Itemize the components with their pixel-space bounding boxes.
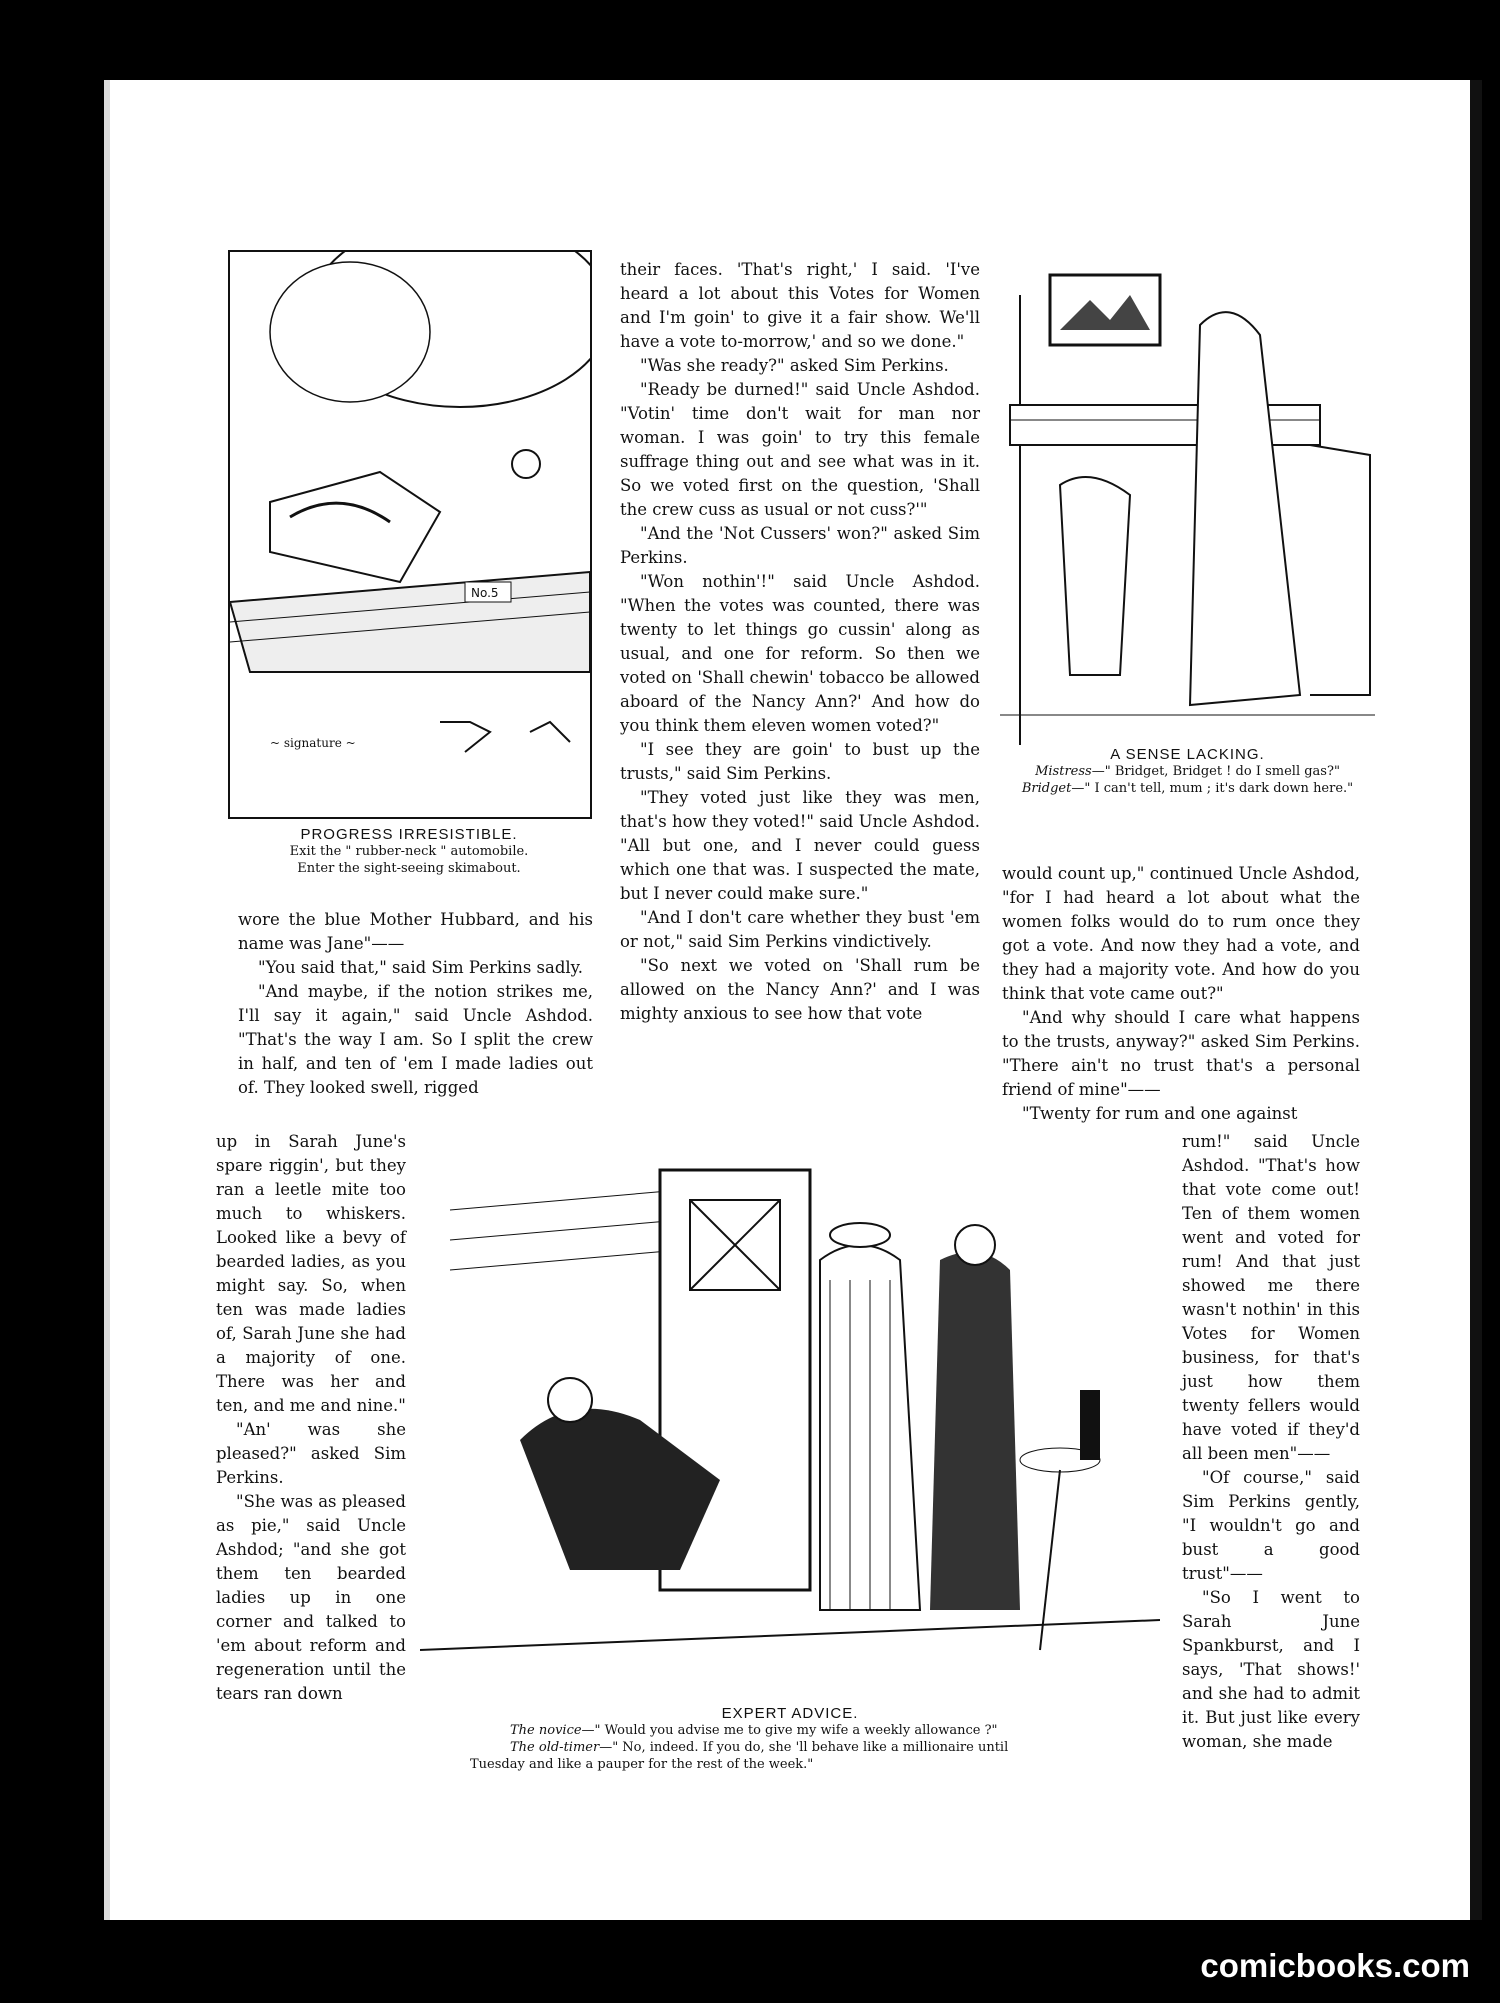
left-para-1: wore the blue Mother Hubbard, and his name was Jane"—— (238, 910, 593, 953)
signature: ~ signature ~ (270, 736, 356, 750)
middle-para-4: "And the 'Not Cussers' won?" asked Sim Perkins. (620, 524, 980, 567)
right-narrow-para-1: rum!" said Uncle Ashdod. "That's how that vote come out! Ten of them women went and voted for rum! And that just showed me there wasn't nothin' in this Votes for Women business, for that's just how them twenty fellers would have voted if they'd all been men"—— (1182, 1132, 1360, 1463)
middle-para-3: "Ready be durned!" said Uncle Ashdod. "Votin' time don't wait for man nor woman. I was goin' to try this female suffrage thing out and see what was in it. So we voted first on the question, 'Shall the crew cuss as usual or not cuss?'" (620, 380, 980, 519)
sense-caption (1000, 746, 1375, 797)
right-para-2: "And why should I care what happens to the trusts, anyway?" asked Sim Perkins. "There ain't no trust that's a personal friend of mine"—— (1002, 1008, 1360, 1099)
middle-para-9: "So next we voted on 'Shall rum be allowed on the Nancy Ann?' and I was mighty anxious to see how that vote (620, 956, 980, 1023)
middle-para-8: "And I don't care whether they bust 'em or not," said Sim Perkins vindictively. (620, 908, 980, 951)
sense-line2: —" I can't tell, mum ; it's dark down here." (1071, 781, 1354, 796)
left-para-3: "And maybe, if the notion strikes me, I'll say it again," said Uncle Ashdod. "That's the way I am. So I split the crew in half, and ten of 'em I made ladies out of. They looked swell, rigged (238, 982, 593, 1097)
progress-illustration (228, 250, 592, 819)
middle-column (620, 258, 980, 1026)
expert-line1: —" Would you advise me to give my wife a weekly allowance ?" (581, 1723, 998, 1738)
left-narrow-column (216, 1130, 406, 1706)
progress-caption-line2: Enter the sight-seeing skimabout. (297, 861, 521, 876)
left-narrow-para-3: "She was as pleased as pie," said Uncle Ashdod; "and she got them ten bearded ladies up in one corner and talked to 'em about reform and regeneration until the tears ran down (216, 1492, 406, 1703)
middle-para-7: "They voted just like they was men, that's how they voted!" said Uncle Ashdod. "All but one, and I never could guess which one that was. I suspected the mate, but I never could make sure." (620, 788, 980, 903)
sense-speaker2: Bridget (1021, 781, 1072, 796)
middle-para-1: their faces. 'That's right,' I said. 'I've heard a lot about this Votes for Women and I'm goin' to give it a fair show. We'll have a vote to-morrow,' and so we done." (620, 260, 980, 351)
sense-speaker1: Mistress (1035, 764, 1092, 779)
progress-caption (228, 826, 590, 877)
right-para-3: "Twenty for rum and one against (1022, 1104, 1298, 1123)
right-narrow-para-3: "So I went to Sarah June Spankburst, and I says, 'That shows!' and she had to admit it. But just like every woman, she made (1182, 1588, 1360, 1751)
right-narrow-para-2: "Of course," said Sim Perkins gently, "I wouldn't go and bust a good trust"—— (1182, 1468, 1360, 1583)
page-binding-edge (1470, 80, 1482, 1920)
expert-caption (470, 1705, 1110, 1773)
right-column (1002, 862, 1360, 1126)
middle-para-2: "Was she ready?" asked Sim Perkins. (640, 356, 949, 375)
progress-caption-title: PROGRESS IRRESISTIBLE. (300, 826, 518, 843)
expert-line3: Tuesday and like a pauper for the rest of the week." (470, 1757, 814, 1772)
expert-speaker1: The novice (510, 1723, 582, 1738)
left-column (238, 908, 593, 1100)
sense-line1: —" Bridget, Bridget ! do I smell gas?" (1091, 764, 1340, 779)
middle-para-5: "Won nothin'!" said Uncle Ashdod. "When the votes was counted, there was twenty to let things go cussin' along as usual, and one for reform. So then we voted on 'Shall chewin' tobacco be allowed aboard of the Nancy Ann?' And how do you think them eleven women voted?" (620, 572, 980, 735)
sense-caption-title: A SENSE LACKING. (1110, 746, 1265, 763)
stair-drawing (1000, 255, 1375, 745)
expert-speaker2: The old-timer (510, 1740, 600, 1755)
right-para-1: would count up," continued Uncle Ashdod, "for I had heard a lot about what the women folks would do to rum once they got a vote. And now they had a vote, and they had a majority vote. And how do you think that vote came out?" (1002, 864, 1360, 1003)
sense-illustration (1000, 255, 1375, 745)
left-para-2: "You said that," said Sim Perkins sadly. (258, 958, 584, 977)
expert-caption-title: EXPERT ADVICE. (721, 1705, 859, 1722)
airship-drawing (230, 252, 590, 817)
progress-caption-line1: Exit the " rubber-neck " automobile. (289, 844, 529, 859)
left-narrow-para-2: "An' was she pleased?" asked Sim Perkins. (216, 1420, 406, 1487)
right-narrow-column (1182, 1130, 1360, 1754)
porch-drawing (420, 1150, 1160, 1705)
plate-label: No.5 (471, 586, 499, 600)
expert-line2: —" No, indeed. If you do, she 'll behave like a millionaire until (599, 1740, 1009, 1755)
site-watermark: comicbooks.com (1200, 1947, 1470, 1984)
middle-para-6: "I see they are goin' to bust up the trusts," said Sim Perkins. (620, 740, 980, 783)
expert-illustration (420, 1150, 1160, 1705)
left-narrow-para-1: up in Sarah June's spare riggin', but they ran a leetle mite too much to whiskers. Looked like a bevy of bearded ladies, as you might say. So, when ten was made ladies of, Sarah June she had a majority of one. There was her and ten, and me and nine." (216, 1132, 406, 1415)
